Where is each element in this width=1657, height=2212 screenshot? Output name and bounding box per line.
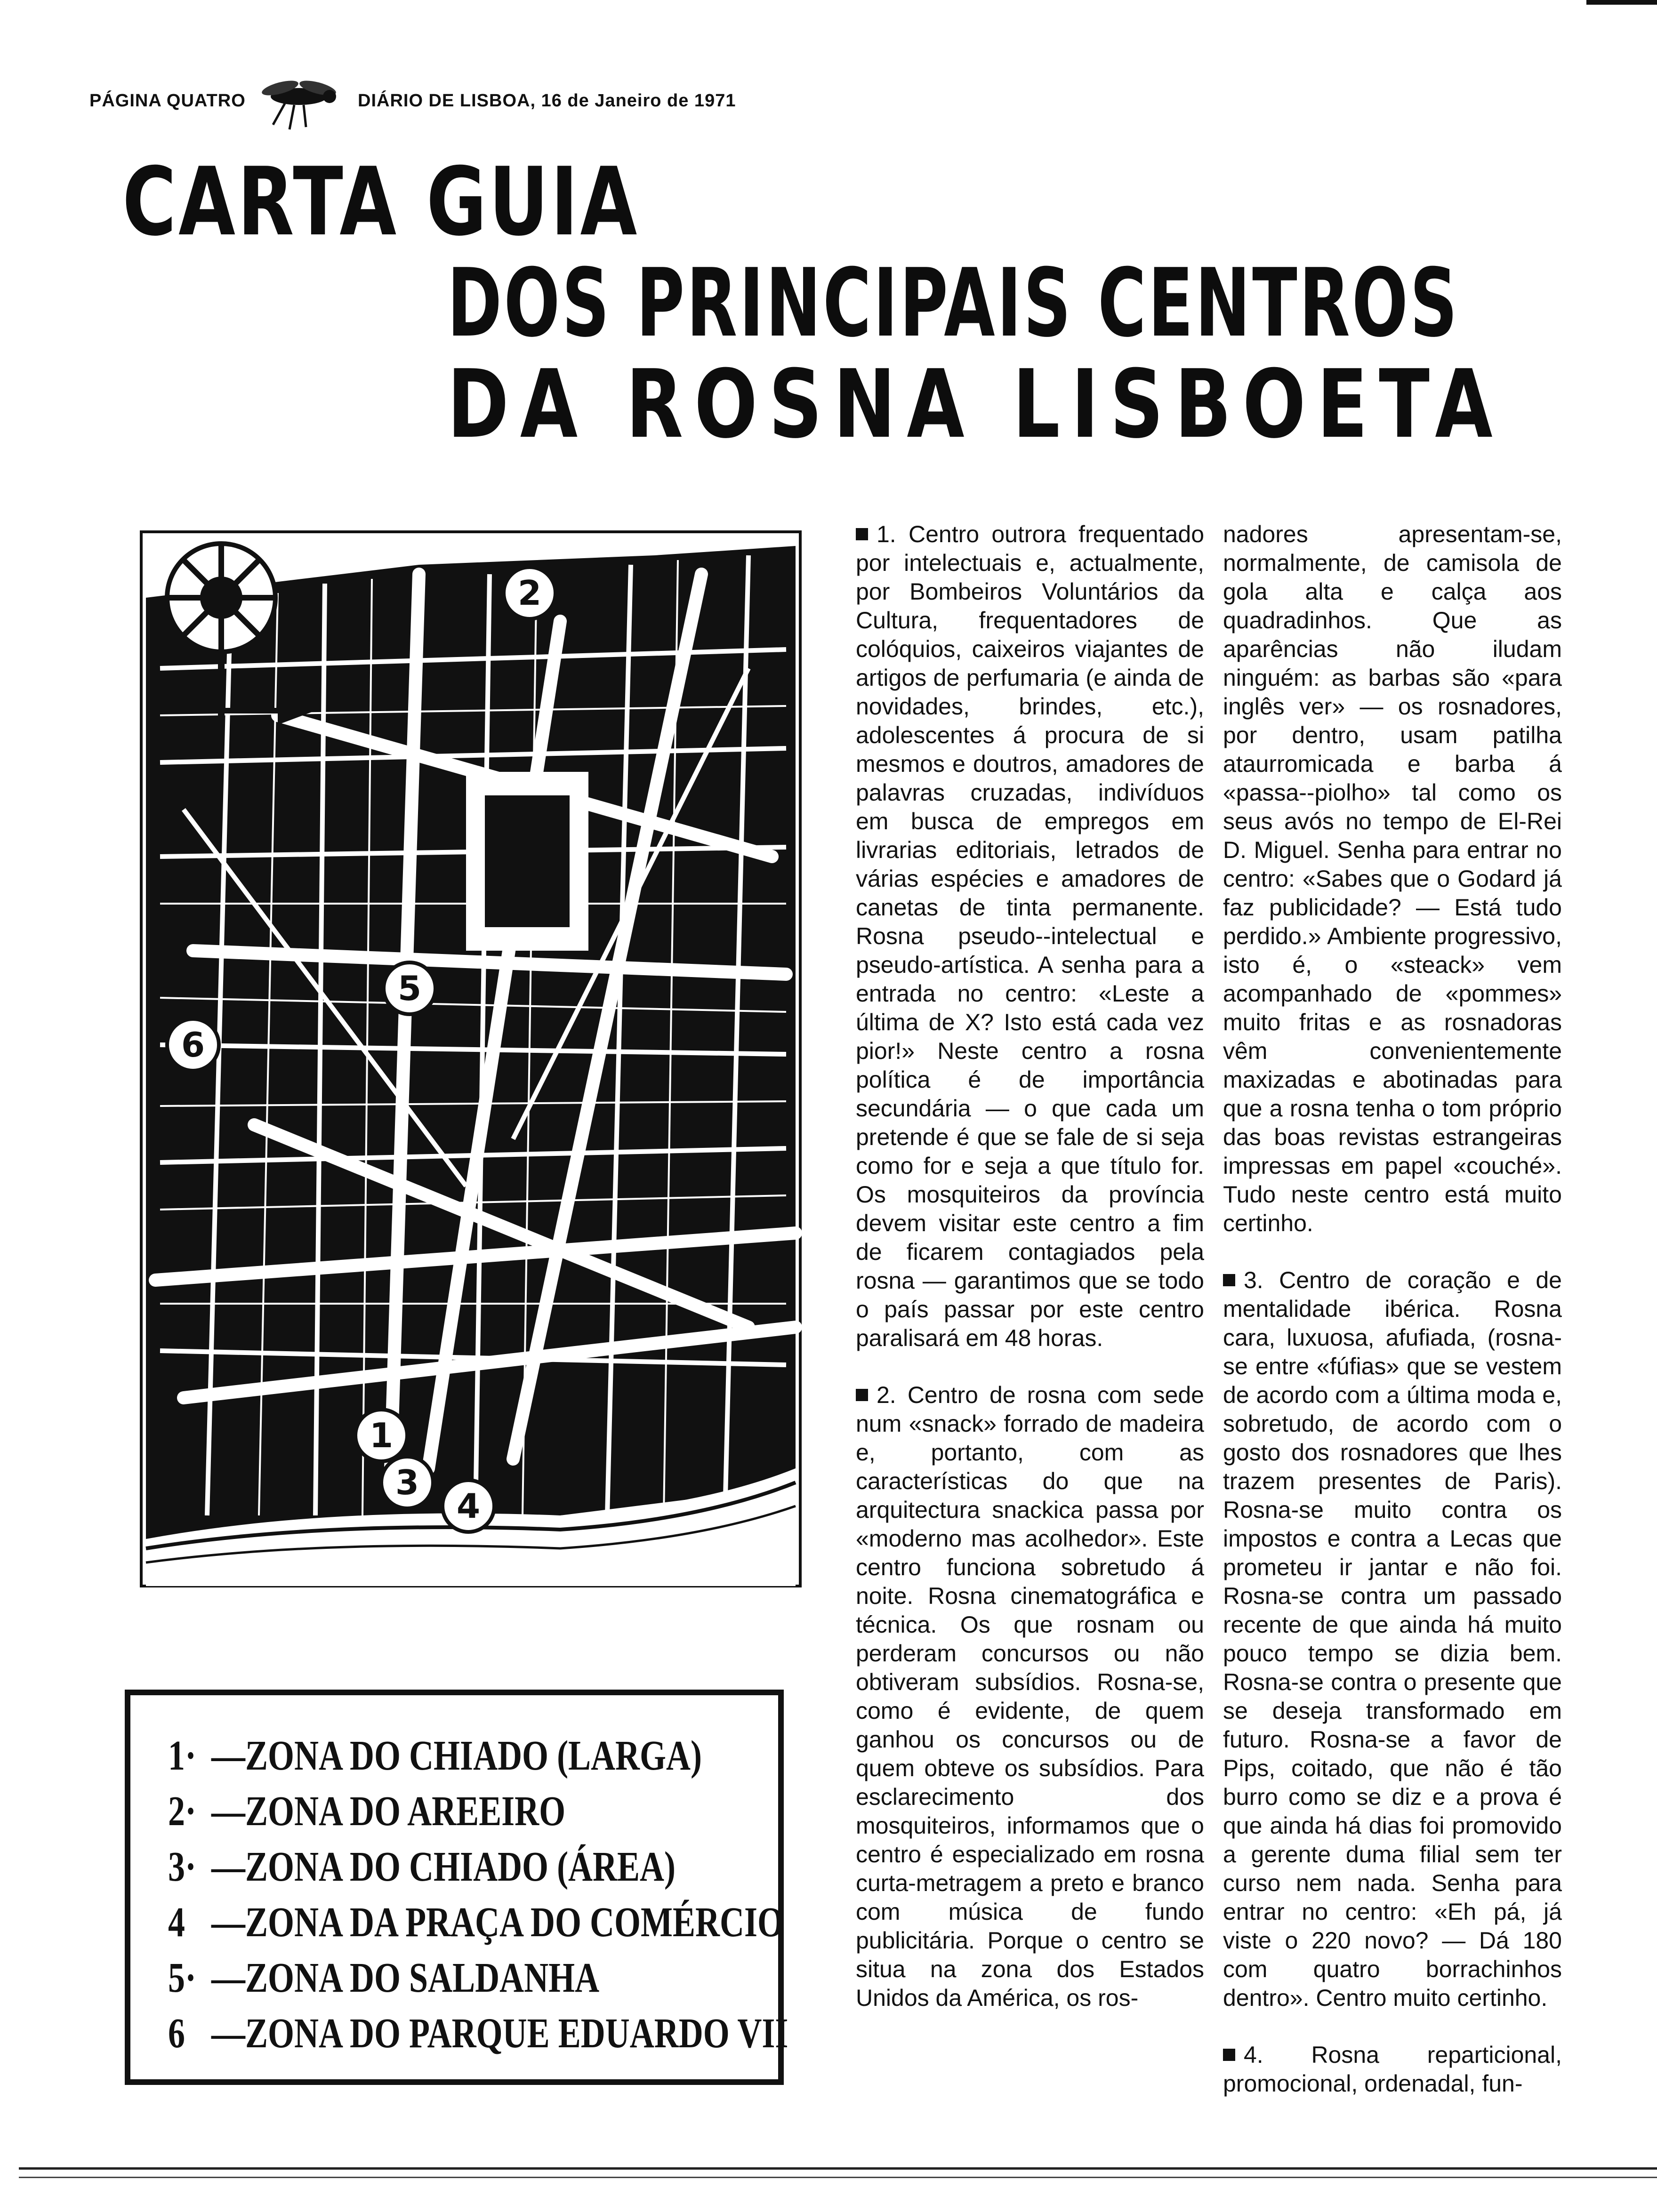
bullet-square-icon xyxy=(856,528,868,540)
map-marker-1-label: 1 xyxy=(369,1416,394,1455)
paragraph-3-text: 3. Centro de coração e de mentalidade ibérica. Rosna cara, luxuosa, afufiada, (rosna-se entre «fúfias» que se vestem de acordo com a última moda e, sobretudo, de acordo com o gosto dos rosnadores que lhes trazem presentes de Paris). Rosna-se muito contra os impostos e contra a Lecas que prometeu ir jantar e não foi. Rosna-se contra um passado recente de que ainda há muito pouco tempo se dizia bem. Rosna-se contra o presente que se deseja transformado em futuro. Rosna-se a favor de Pips, coitado, que não é tão burro como se diz e a prova é que ainda há dias foi promovido a gerente duma filial sem ter curso nem nada. Senha para entrar no centro: «Eh pá, já viste o 220 novo? — Dá 180 com quatro borrachinhos dentro». Centro muito certinho. xyxy=(1223,1267,1562,2011)
legend-label: —ZONA DO CHIADO (LARGA) xyxy=(211,1732,702,1779)
map-marker-4 xyxy=(442,1480,494,1532)
map-marker-6 xyxy=(167,1019,219,1071)
headline-line-1: CARTA GUIA xyxy=(122,147,639,257)
map-marker-3 xyxy=(381,1457,433,1508)
footer-rule-thin xyxy=(19,2177,1657,2178)
legend-item xyxy=(168,1950,656,2006)
bullet-square-icon xyxy=(1223,2049,1235,2061)
top-rule xyxy=(1586,0,1657,5)
newspaper-dateline: DIÁRIO DE LISBOA, 16 de Janeiro de 1971 xyxy=(358,91,736,111)
map-marker-4-label: 4 xyxy=(456,1486,481,1526)
page-section: PÁGINA QUATRO xyxy=(89,91,246,111)
article-column-1 xyxy=(856,520,1204,2041)
fly-icon xyxy=(247,78,346,134)
legend-number: 5· xyxy=(168,1955,197,2001)
map-legend xyxy=(125,1690,788,2085)
legend-item xyxy=(168,1895,784,1950)
map-marker-5-label: 5 xyxy=(397,969,422,1008)
legend-number: 1· xyxy=(168,1732,197,1779)
legend-label: —ZONA DA PRAÇA DO COMÉRCIO xyxy=(211,1899,784,1946)
headline-line-2: DOS PRINCIPAIS CENTROS xyxy=(447,248,1460,358)
paragraph-4-text: 4. Rosna reparticional, promocional, ordenadal, fun- xyxy=(1223,2042,1562,2097)
headline-line-3: DA ROSNA LISBOETA xyxy=(447,350,1504,459)
article-paragraph-1 xyxy=(856,520,1204,1353)
article-paragraph-4 xyxy=(1223,2041,1562,2098)
legend-item xyxy=(168,1839,676,1895)
legend-label: —ZONA DO CHIADO (ÁREA) xyxy=(211,1843,676,1890)
legend-item xyxy=(168,1728,702,1784)
legend-label: —ZONA DO AREEIRO xyxy=(211,1788,566,1835)
legend-number: 2· xyxy=(168,1788,197,1835)
legend-number: 3· xyxy=(168,1843,197,1890)
paragraph-2-text: 2. Centro de rosna com sede num «snack» forrado de madeira e, portanto, com as características do que na arquitectura snackica passa por «moderno mas acolhedor». Este centro funciona sobretudo á noite. Rosna cinematográfica e técnica. Os que rosnam ou perderam concursos ou não obtiveram subsídios. Rosna-se, como é evidente, de quem ganhou os concursos ou de quem obteve os subsídios. Para esclarecimento dos mosquiteiros, informamos que o centro é especializado em rosna curta-metragem a preto e branco com música de fundo publicitária. Porque o centro se situa na zona dos Estados Unidos da América, os ros- xyxy=(856,1382,1204,2011)
legend-number: 6 xyxy=(168,2010,185,2057)
legend-label: —ZONA DO SALDANHA xyxy=(211,1955,600,2001)
map-marker-3-label: 3 xyxy=(395,1463,419,1502)
legend-number: 4 xyxy=(168,1899,185,1946)
footer-rule xyxy=(19,2167,1657,2170)
article-column-2 xyxy=(1223,520,1562,2126)
map-marker-2-label: 2 xyxy=(517,573,542,613)
legend-label: —ZONA DO PARQUE EDUARDO VII xyxy=(211,2010,788,2057)
page-header xyxy=(89,87,748,120)
article-paragraph-2 xyxy=(856,1381,1204,2012)
paragraph-1-text: 1. Centro outrora frequentado por intelectuais e, actualmente, por Bombeiros Voluntários da Cultura, frequentadores de colóquios, caixeiros viajantes de artigos de perfumaria (e ainda de novidades, brindes, etc.), adolescentes á procura de si mesmos e doutros, amadores de palavras cruzadas, indivíduos em busca de empregos em livrarias editoriais, letrados de várias espécies e amadores de canetas de tinta permanente. Rosna pseudo--intelectual e pseudo-artística. A senha para a entrada no centro: «Leste a última de X? Isto está cada vez pior!» Neste centro a rosna política é de importância secundária — o que cada um pretende é que se fale de si seja como for e seja a que título for. Os mosquiteiros da província devem visitar este centro a fim de ficarem contagiados pela rosna — garantimos que se todo o país passar por este centro paralisará em 48 horas. xyxy=(856,521,1204,1351)
lisbon-map xyxy=(137,527,805,1591)
legend-item xyxy=(168,1784,656,1839)
article-paragraph-3 xyxy=(1223,1266,1562,2012)
article-paragraph-2-continued: nadores apresentam-se, normalmente, de camisola de gola alta e calça aos quadradinhos. Que as aparências não iludam ninguém: as barbas são «para inglês ver» — os rosnadores, por dentro, usam patilha ataurromicada e barba á «passa--piolho» tal como os seus avós no tempo de El-Rei D. Miguel. Senha para entrar no centro: «Sabes que o Godard já faz publicidade? — Está tudo perdido.» Ambiente progressivo, isto é, o «steack» vem acompanhado de «pommes» muito fritas e as rosnadoras vêm convenientemente maxizadas e abotinadas para que a rosna tenha o tom próprio das boas revistas estrangeiras impressas em papel «couché». Tudo neste centro está muito certinho. xyxy=(1223,521,1562,1236)
map-marker-5 xyxy=(384,962,435,1014)
map-marker-2 xyxy=(504,567,555,619)
bullet-square-icon xyxy=(1223,1274,1235,1286)
bullet-square-icon xyxy=(856,1389,868,1401)
map-marker-6-label: 6 xyxy=(181,1025,205,1065)
map-marker-1 xyxy=(355,1410,407,1461)
legend-item xyxy=(168,2006,788,2061)
